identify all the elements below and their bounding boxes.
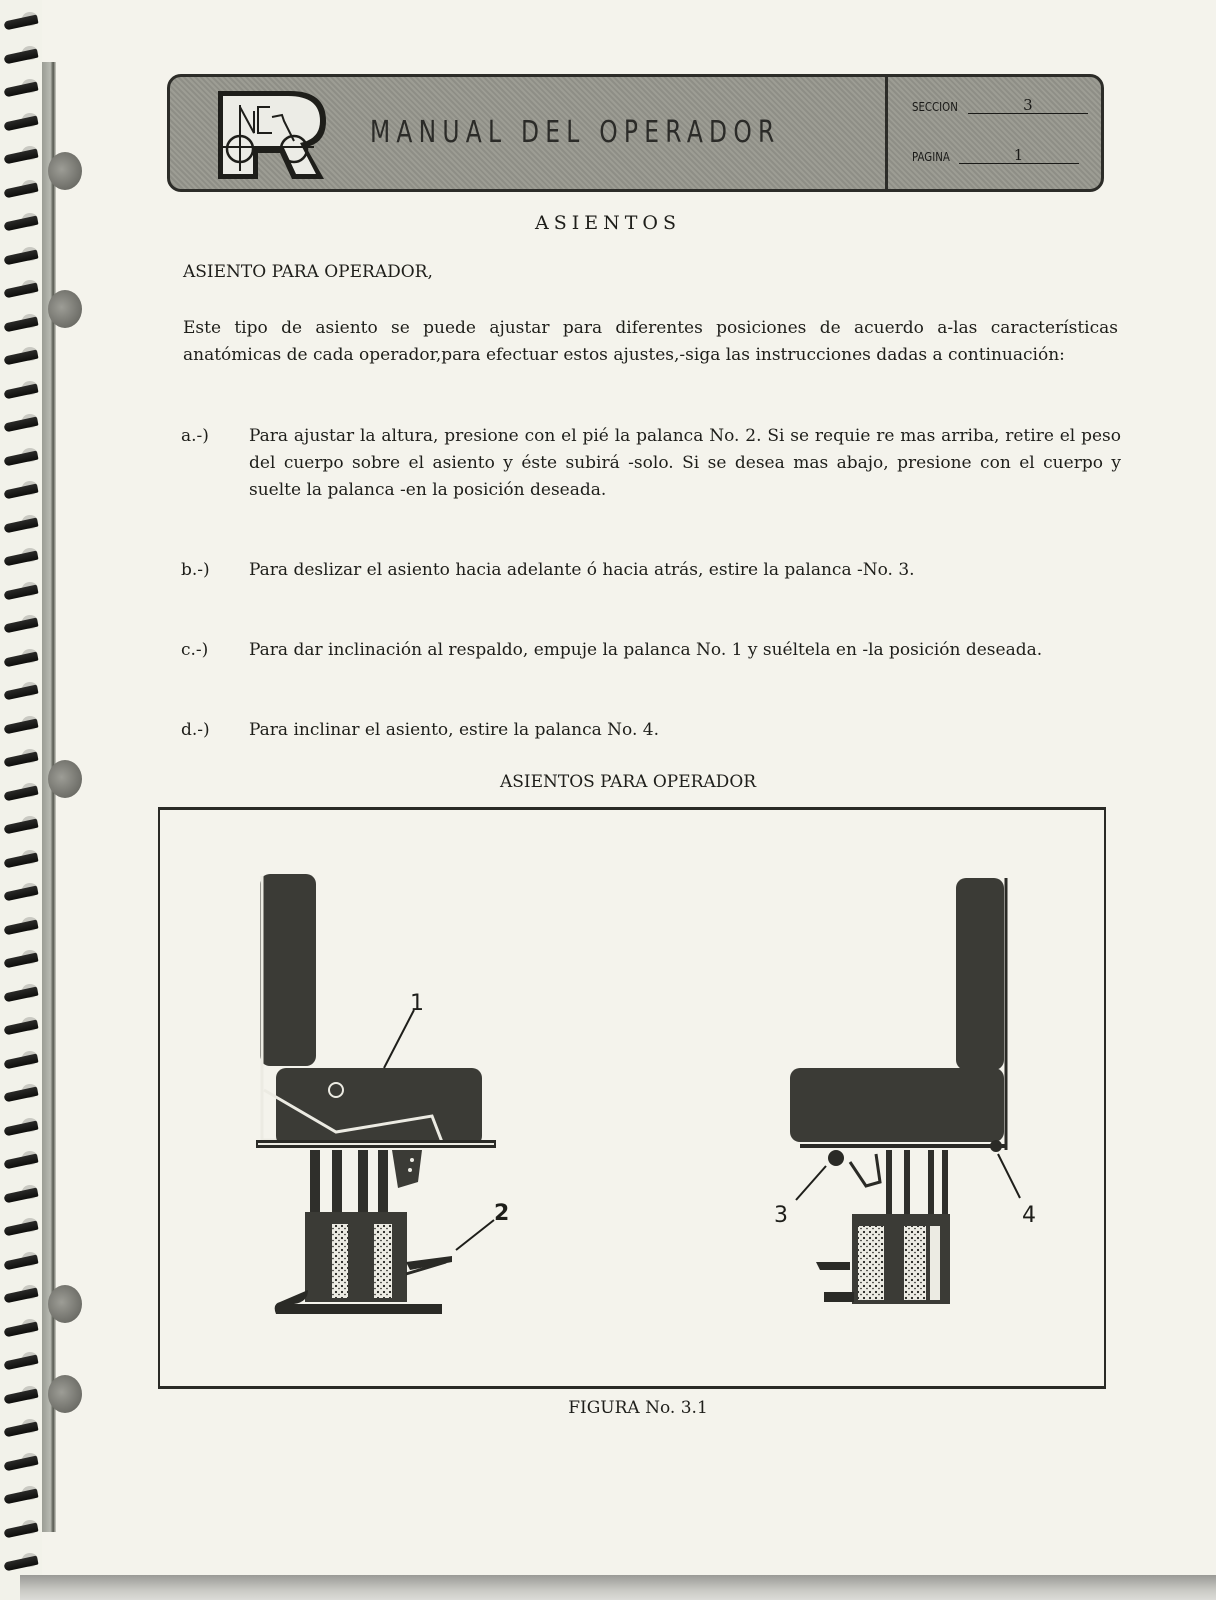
punch-hole <box>48 760 82 798</box>
spiral-coil <box>3 1020 38 1036</box>
punch-hole <box>48 1375 82 1413</box>
step-text: Para dar inclinación al respaldo, empuje la palanca No. 1 y suéltela en -la posición deseada. <box>249 640 1043 660</box>
spiral-coil <box>3 316 38 332</box>
instruction-b <box>181 557 1121 584</box>
callout-3: 3 <box>774 1203 788 1228</box>
spiral-coil <box>3 1489 38 1505</box>
spiral-coil <box>3 1053 38 1069</box>
spiral-coil <box>3 886 38 902</box>
instruction-d <box>181 717 1121 744</box>
left-seat-illustration <box>256 874 509 1314</box>
header-divider <box>885 77 888 189</box>
figure-title: ASIENTOS PARA OPERADOR <box>499 772 757 792</box>
spiral-coil <box>3 1187 38 1203</box>
spiral-coil <box>3 1321 38 1337</box>
intro-paragraph: Este tipo de asiento se puede ajustar para diferentes posiciones de acuerdo a-las características anatómicas de cada operador,para efectuar estos ajustes,-siga las instrucciones dadas a continuación: <box>183 318 1118 365</box>
spiral-coil <box>3 1154 38 1170</box>
manual-header <box>167 74 1104 192</box>
section-field <box>912 97 1088 114</box>
spiral-coil <box>3 1120 38 1136</box>
manual-title: MANUAL DEL OPERADOR <box>370 115 781 150</box>
spiral-coil <box>3 48 38 64</box>
spiral-coil <box>3 1355 38 1371</box>
spiral-coil <box>3 618 38 634</box>
figure-frame <box>158 807 1106 1389</box>
punch-hole <box>48 290 82 328</box>
seat-diagram <box>160 810 1104 1386</box>
spiral-coil <box>3 1522 38 1538</box>
page-label: PAGINA <box>912 150 950 164</box>
spiral-coil <box>3 484 38 500</box>
step-label: b.-) <box>181 560 210 580</box>
spiral-coil <box>3 450 38 466</box>
spiral-coil <box>3 986 38 1002</box>
spiral-coil <box>3 350 38 366</box>
spiral-coil <box>3 182 38 198</box>
spiral-coil <box>3 249 38 265</box>
section-title: ASIENTOS <box>534 212 681 234</box>
spiral-coil <box>3 417 38 433</box>
instruction-a <box>181 423 1121 504</box>
step-label: d.-) <box>181 720 210 740</box>
figure-caption: FIGURA No. 3.1 <box>568 1398 708 1418</box>
subtitle: ASIENTO PARA OPERADOR, <box>183 262 433 282</box>
page-value: 1 <box>959 147 1079 164</box>
section-label: SECCION <box>912 100 958 114</box>
section-value: 3 <box>968 97 1088 114</box>
spiral-coil <box>3 685 38 701</box>
spiral-coil <box>3 115 38 131</box>
spiral-coil <box>3 1288 38 1304</box>
page-edge-shadow <box>20 1575 1216 1600</box>
callout-2: 2 <box>494 1201 510 1226</box>
spiral-coil <box>3 752 38 768</box>
page-field <box>912 147 1079 164</box>
spiral-coil <box>3 283 38 299</box>
spiral-coil <box>3 651 38 667</box>
punch-hole <box>48 152 82 190</box>
spiral-coil <box>3 551 38 567</box>
spiral-coil <box>3 149 38 165</box>
spiral-coil <box>3 1422 38 1438</box>
spiral-binding <box>0 0 44 1600</box>
callout-1: 1 <box>410 991 424 1016</box>
right-seat-illustration <box>774 878 1036 1304</box>
spiral-coil <box>3 819 38 835</box>
ingo-logo-icon <box>210 87 330 183</box>
step-text: Para inclinar el asiento, estire la palanca No. 4. <box>249 720 660 740</box>
callout-4: 4 <box>1022 1203 1036 1228</box>
spiral-coil <box>3 584 38 600</box>
spiral-coil <box>3 1254 38 1270</box>
spiral-coil <box>3 15 38 31</box>
step-label: a.-) <box>181 426 209 446</box>
spiral-coil <box>3 953 38 969</box>
spiral-coil <box>3 517 38 533</box>
spiral-coil <box>3 1087 38 1103</box>
step-label: c.-) <box>181 640 209 660</box>
spiral-coil <box>3 82 38 98</box>
step-text: Para ajustar la altura, presione con el pié la palanca No. 2. Si se requie re mas arriba, retire el peso del cuerpo sobre el asiento y éste subirá -solo. Si se desea mas abajo, presione con el cuerpo y suelte la palanca -en la posición deseada. <box>249 426 1121 500</box>
spiral-coil <box>3 1221 38 1237</box>
spiral-coil <box>3 383 38 399</box>
spiral-coil <box>3 919 38 935</box>
spiral-coil <box>3 1556 38 1572</box>
spiral-coil <box>3 852 38 868</box>
spiral-coil <box>3 718 38 734</box>
instruction-c <box>181 637 1121 664</box>
step-text: Para deslizar el asiento hacia adelante ó hacia atrás, estire la palanca -No. 3. <box>249 560 915 580</box>
spiral-coil <box>3 1455 38 1471</box>
punch-hole <box>48 1285 82 1323</box>
